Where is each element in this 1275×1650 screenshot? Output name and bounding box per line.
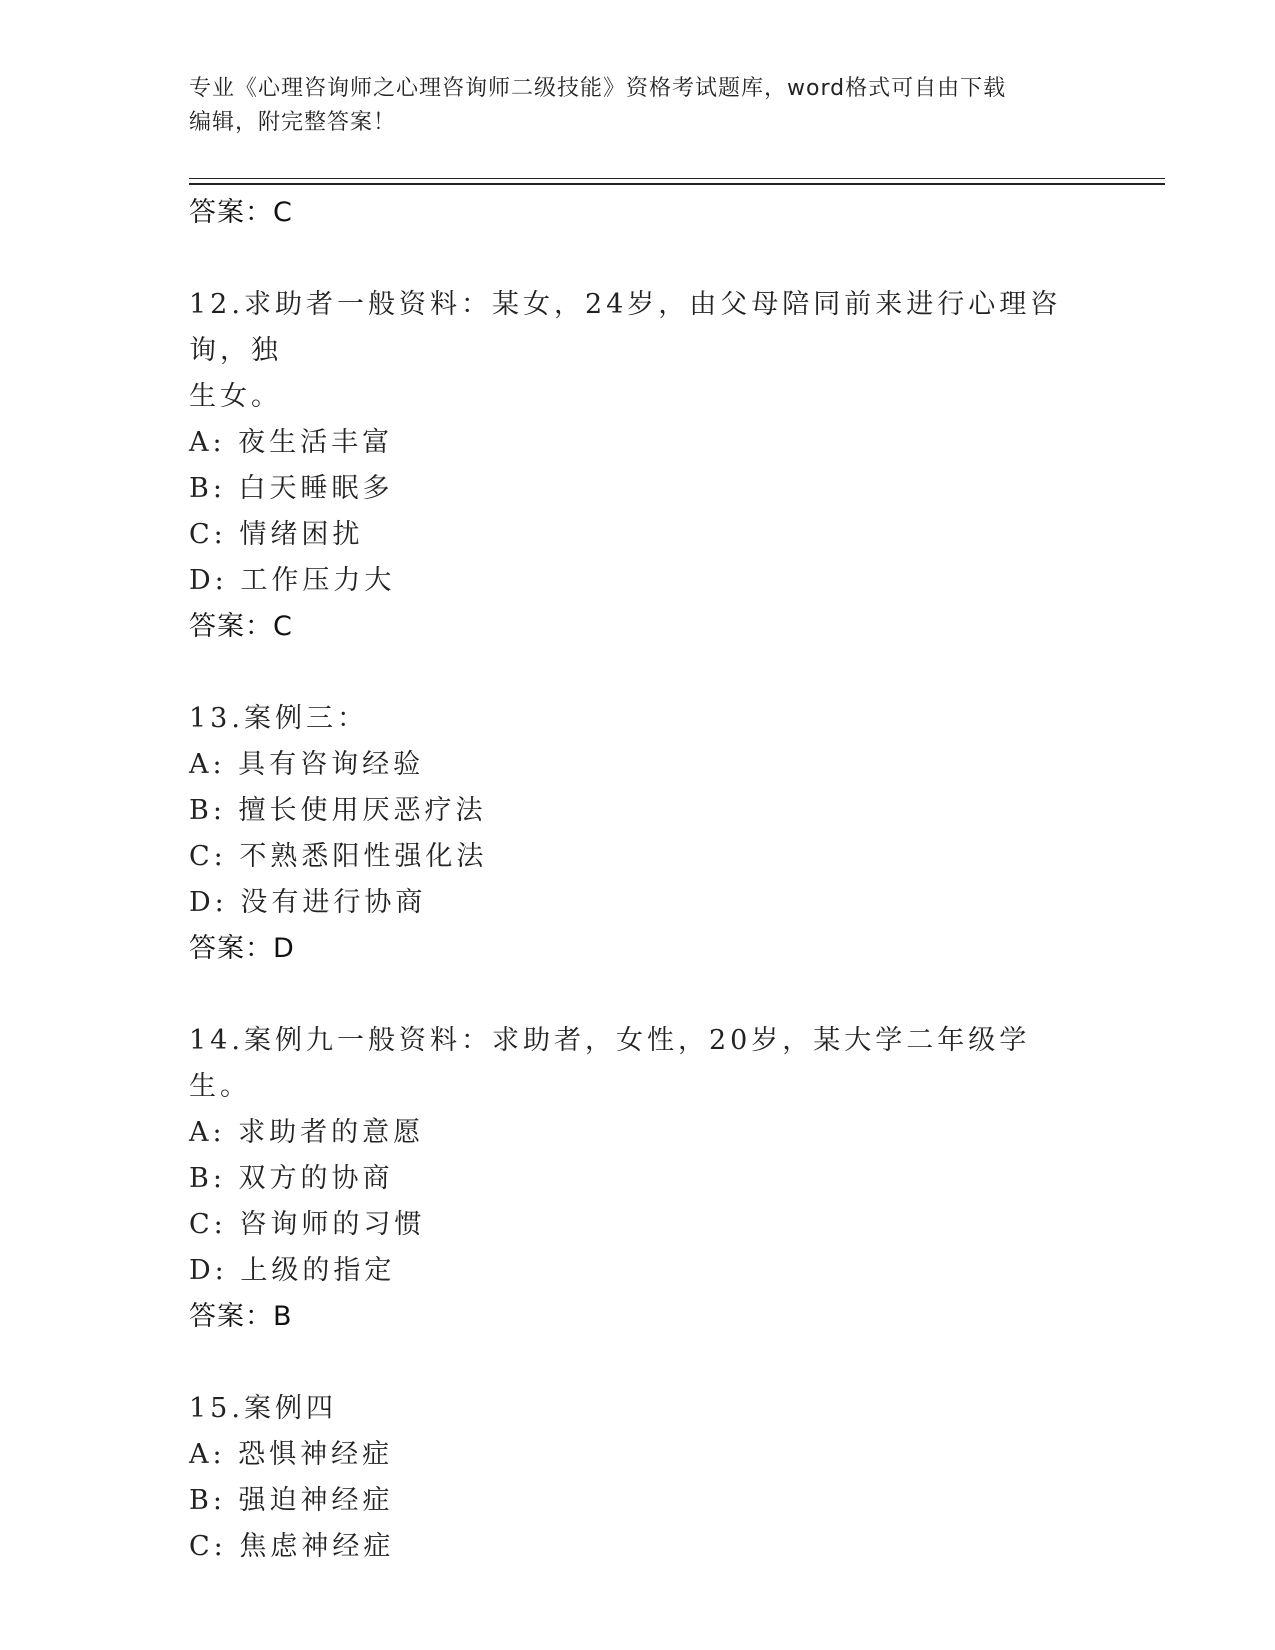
question-13 <box>189 696 1089 972</box>
question-14 <box>189 1018 1089 1340</box>
option-a: A: 求助者的意愿 <box>189 1117 425 1148</box>
question-stem-line-1: 14.案例九一般资料：求助者，女性，20岁，某大学二年级学生。 <box>189 1025 1031 1102</box>
header-line-1: 专业《心理咨询师之心理咨询师二级技能》资格考试题库，word格式可自由下载 <box>189 76 1007 101</box>
answer: 答案：D <box>189 933 295 964</box>
option-a: A: 恐惧神经症 <box>189 1439 394 1470</box>
header-rule-thin <box>189 178 1165 179</box>
question-15 <box>189 1386 1089 1570</box>
question-stem-line-1: 13.案例三： <box>189 703 368 734</box>
spacer <box>189 236 1089 282</box>
header-rule-thick <box>189 183 1165 185</box>
spacer <box>189 972 1089 1018</box>
question-stem-line-1: 12.求助者一般资料：某女，24岁，由父母陪同前来进行心理咨询，独 <box>189 289 1062 366</box>
option-d: D: 工作压力大 <box>189 565 396 596</box>
question-12 <box>189 282 1089 650</box>
option-b: B: 白天睡眠多 <box>189 473 394 504</box>
option-d: D: 没有进行协商 <box>189 887 427 918</box>
answer: 答案：C <box>189 611 293 642</box>
spacer <box>189 650 1089 696</box>
previous-answer: 答案：C <box>189 197 293 228</box>
option-a: A: 夜生活丰富 <box>189 427 394 458</box>
question-stem-line-2: 生女。 <box>189 381 282 412</box>
spacer <box>189 1340 1089 1386</box>
question-stem-line-1: 15.案例四 <box>189 1393 337 1424</box>
option-a: A: 具有咨询经验 <box>189 749 425 780</box>
option-c: C: 焦虑神经症 <box>189 1531 395 1562</box>
option-b: B: 强迫神经症 <box>189 1485 394 1516</box>
document-header <box>189 72 1069 140</box>
option-c: C: 不熟悉阳性强化法 <box>189 841 488 872</box>
document-body <box>189 190 1089 1570</box>
option-d: D: 上级的指定 <box>189 1255 396 1286</box>
option-c: C: 咨询师的习惯 <box>189 1209 426 1240</box>
option-c: C: 情绪困扰 <box>189 519 364 550</box>
header-line-2: 编辑，附完整答案！ <box>189 110 397 135</box>
answer: 答案：B <box>189 1301 293 1332</box>
option-b: B: 双方的协商 <box>189 1163 394 1194</box>
option-b: B: 擅长使用厌恶疗法 <box>189 795 487 826</box>
